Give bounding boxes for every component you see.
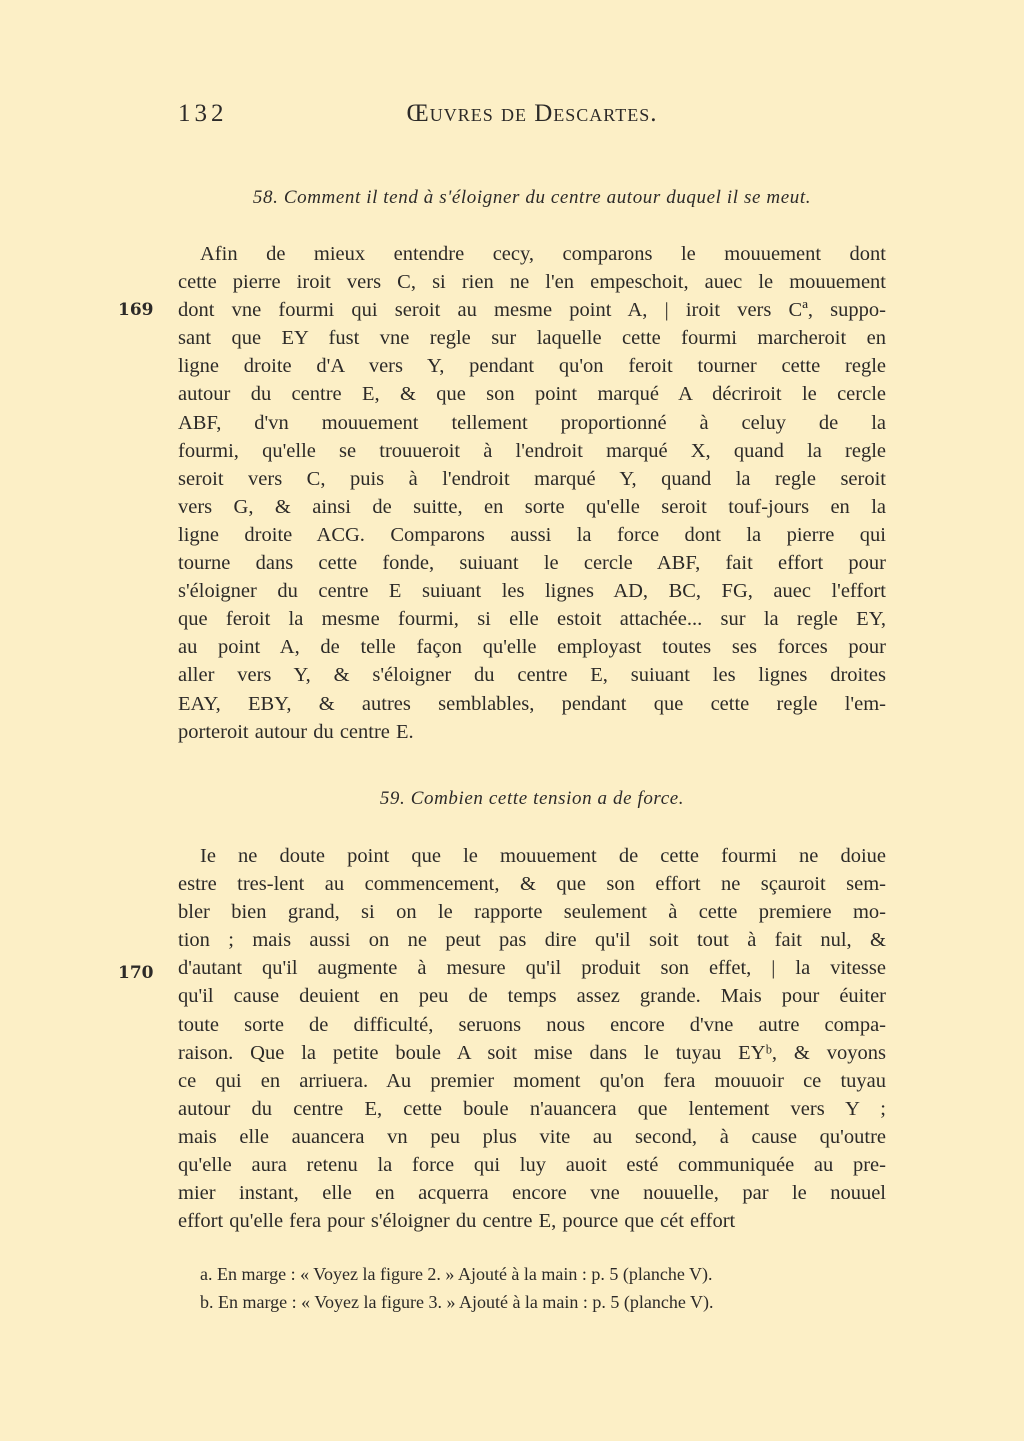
page-number: 132 [178,100,228,127]
text-line: d'autant qu'il augmente à mesure qu'il produit son effet, | la vitesse [178,957,886,980]
section-heading-58: 58. Comment il tend à s'éloigner du centre autour duquel il se meut. [252,187,812,208]
text-line: sant que EY fust vne regle sur laquelle cette fourmi marcheroit en [178,327,886,350]
section-heading-59: 59. Combien cette tension a de force. [379,788,685,809]
text-line: aller vers Y, & s'éloigner du centre E, suiuant les lignes droites [178,664,886,687]
text-line: mier instant, elle en acquerra encore vne nouuelle, par le nouuel [178,1182,886,1205]
text-line: que feroit la mesme fourmi, si elle estoit attachée... sur la regle EY, [178,608,886,631]
paragraph-section-58 [178,240,886,746]
margin-page-number-169: 169 [118,300,154,320]
text-line: Afin de mieux entendre cecy, comparons le mouuement dont [200,243,886,265]
text-line: effort qu'elle fera pour s'éloigner du centre E, pource que cét effort [178,1210,736,1233]
text-line: vers G, & ainsi de suitte, en sorte qu'elle seroit touf-jours en la [178,495,886,518]
running-title: Œuvres de Descartes. [406,100,658,127]
footnote-b: b. En marge : « Voyez la figure 3. » Ajouté à la main : p. 5 (planche V). [200,1292,714,1312]
text-line: Ie ne doute point que le mouuement de cette fourmi ne doiue [200,845,886,867]
text-line: dont vne fourmi qui seroit au mesme point A, | iroit vers Cª, suppo- [178,299,886,322]
text-line: raison. Que la petite boule A soit mise dans le tuyau EYᵇ, & voyons [178,1041,886,1064]
text-line: ce qui en arriuera. Au premier moment qu'on fera mouuoir ce tuyau [178,1069,886,1092]
text-line: cette pierre iroit vers C, si rien ne l'en empeschoit, auec le mouuement [178,271,886,294]
text-line: tourne dans cette fonde, suiuant le cercle ABF, fait effort pour [178,552,886,575]
text-line: estre tres-lent au commencement, & que son effort ne sçauroit sem- [178,873,886,896]
text-line: qu'elle aura retenu la force qui luy auoit esté communiquée au pre- [178,1154,886,1177]
text-line: au point A, de telle façon qu'elle employast toutes ses forces pour [178,636,886,659]
text-line: porteroit autour du centre E. [178,720,414,743]
text-line: fourmi, qu'elle se trouueroit à l'endroit marqué X, quand la regle [178,439,886,462]
footnotes [200,1260,900,1316]
text-line: s'éloigner du centre E suiuant les lignes AD, BC, FG, auec l'effort [178,580,886,603]
text-line: bler bien grand, si on le rapporte seulement à cette premiere mo- [178,901,886,924]
text-line: autour du centre E, cette boule n'auancera que lentement vers Y ; [178,1097,886,1120]
text-line: ligne droite ACG. Comparons aussi la force dont la pierre qui [178,523,886,546]
text-line: qu'il cause deuient en peu de temps assez grande. Mais pour éuiter [178,985,886,1008]
text-line: ligne droite d'A vers Y, pendant qu'on feroit tourner cette regle [178,355,886,378]
margin-page-number-170: 170 [118,963,154,983]
text-line: tion ; mais aussi on ne peut pas dire qu'il soit tout à fait nul, & [178,929,886,952]
footnote-a: a. En marge : « Voyez la figure 2. » Ajouté à la main : p. 5 (planche V). [200,1264,713,1284]
text-line: ABF, d'vn mouuement tellement proportionné à celuy de la [178,411,886,434]
text-line: seroit vers C, puis à l'endroit marqué Y, quand la regle seroit [178,467,886,490]
text-line: toute sorte de difficulté, seruons nous encore d'vne autre compa- [178,1013,886,1036]
text-line: autour du centre E, & que son point marqué A décriroit le cercle [178,383,886,406]
text-line: mais elle auancera vn peu plus vite au second, à cause qu'outre [178,1125,886,1148]
text-line: EAY, EBY, & autres semblables, pendant que cette regle l'em- [178,692,886,715]
paragraph-section-59 [178,842,886,1235]
running-head [178,100,886,134]
